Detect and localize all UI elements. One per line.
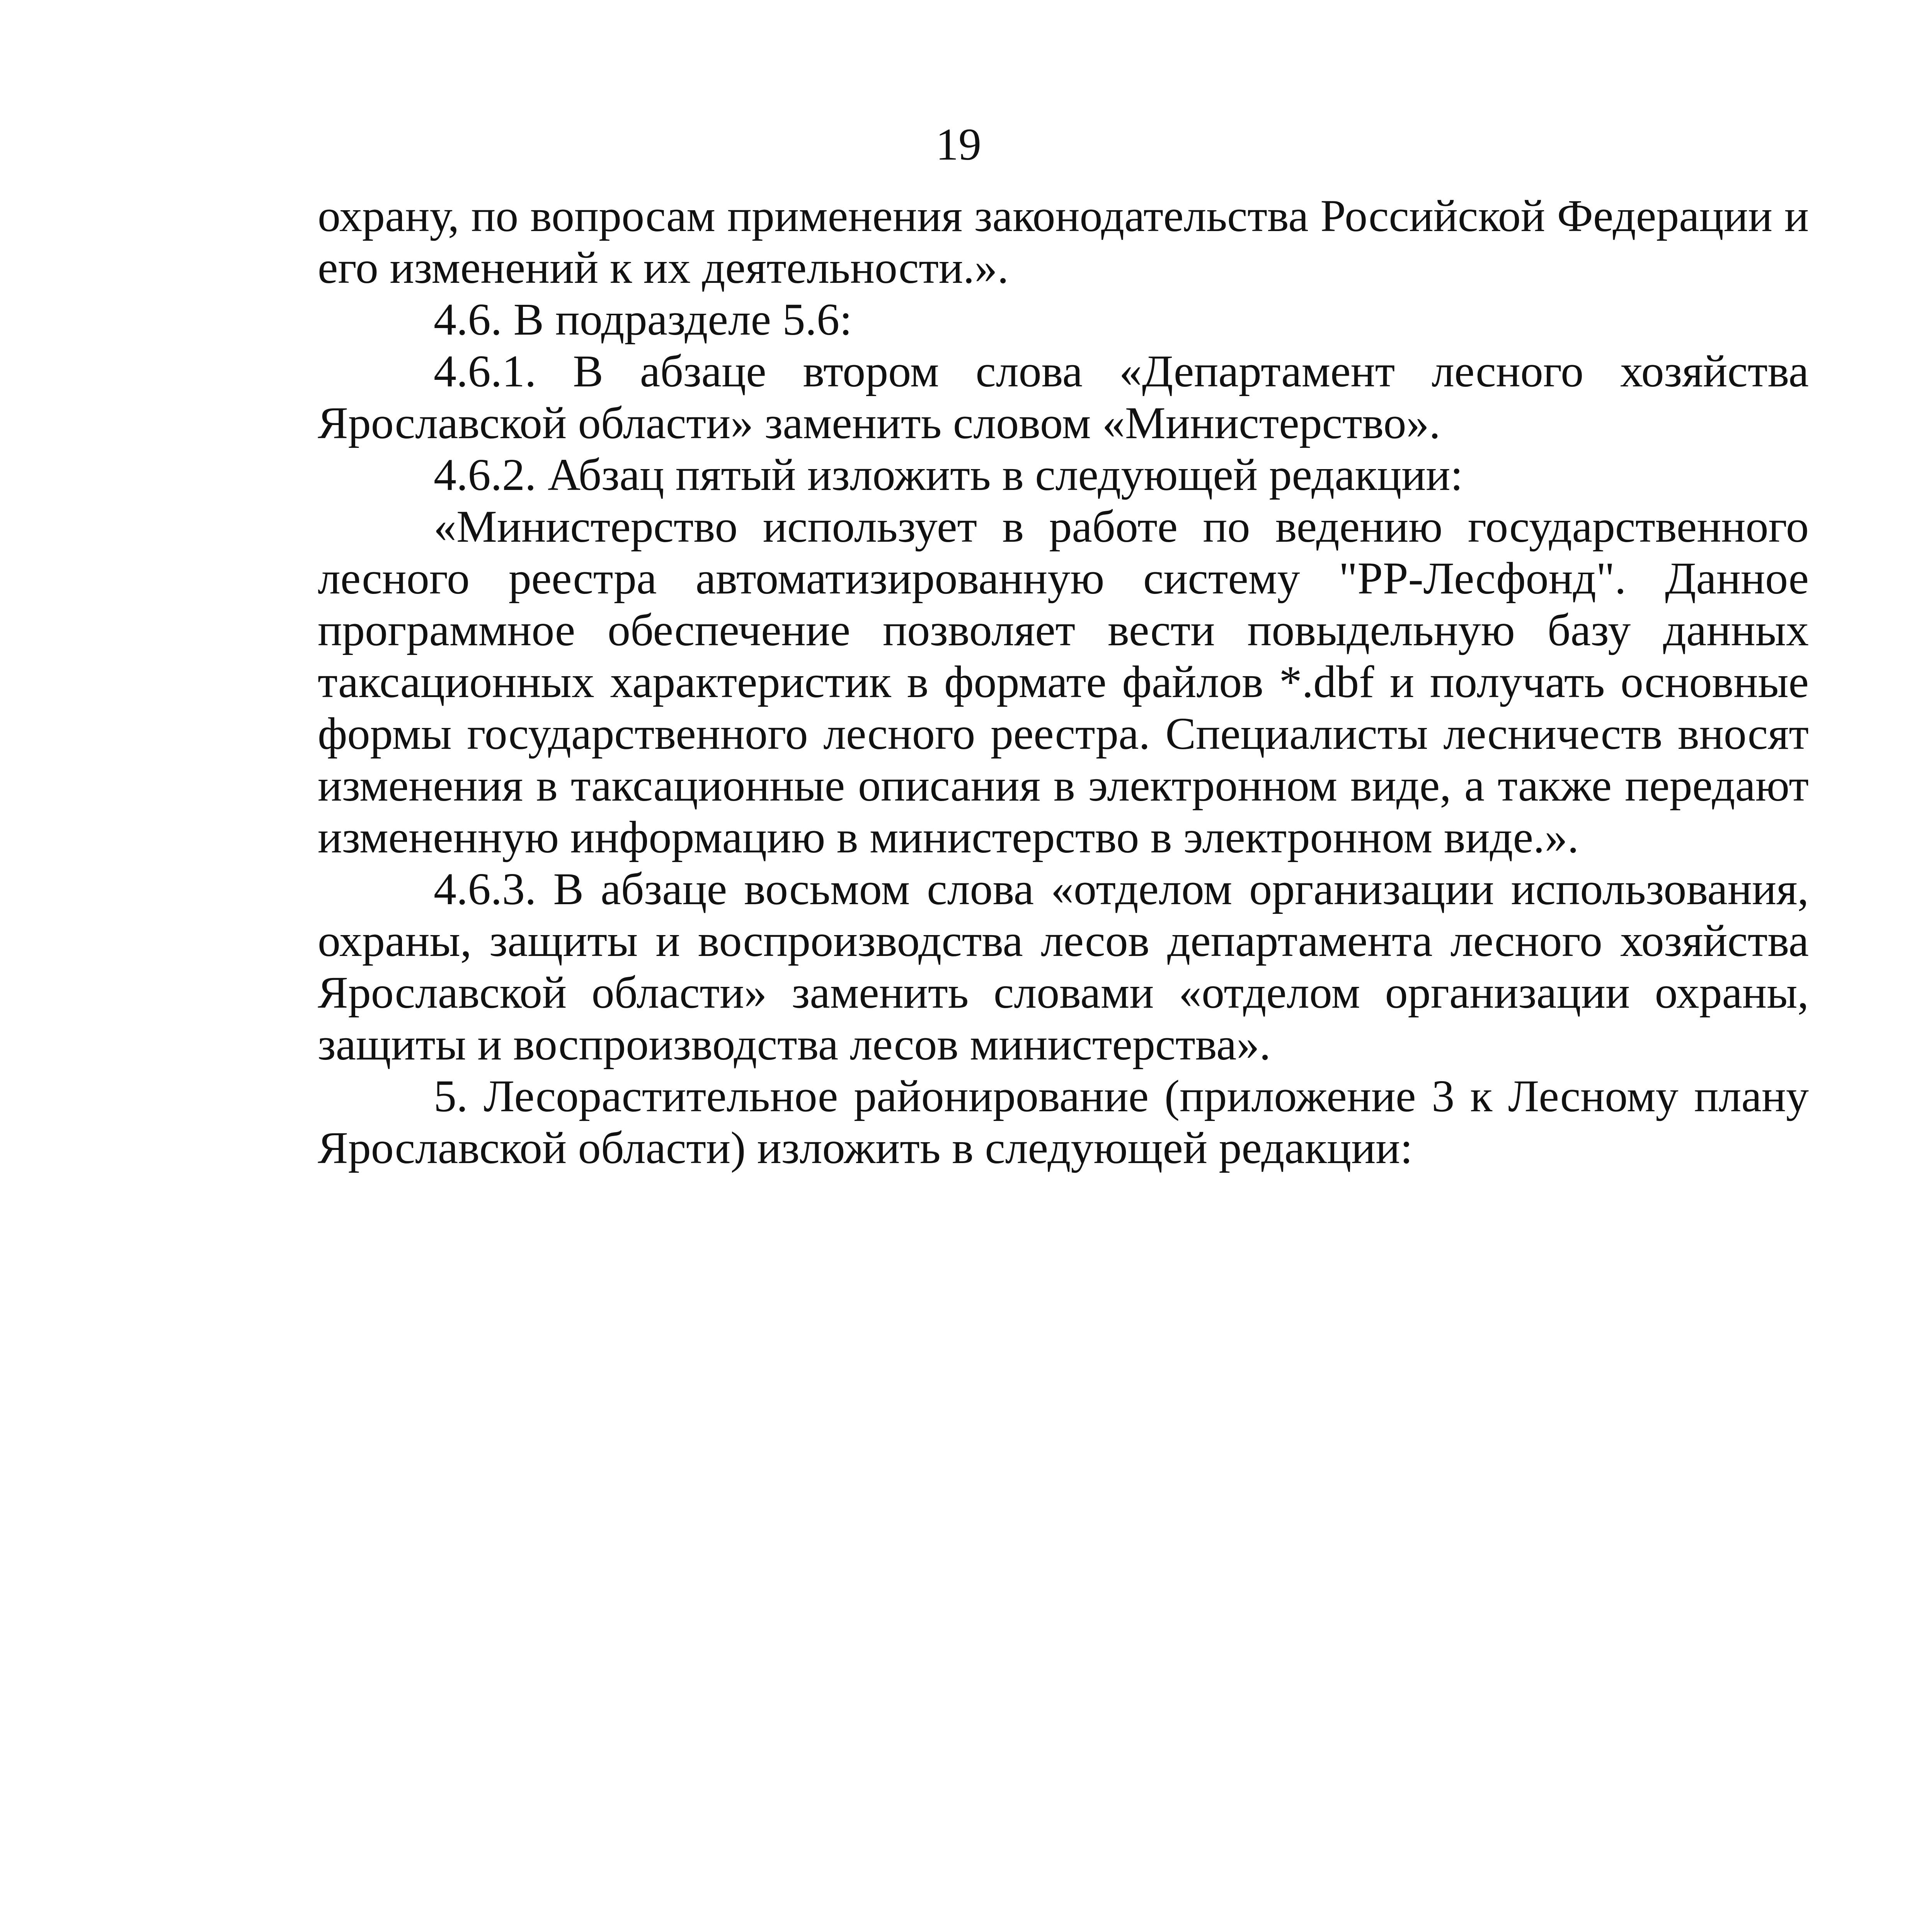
- page-number: 19: [936, 119, 981, 170]
- paragraph-4-6-2: 4.6.2. Абзац пятый изложить в следующей редакции:: [434, 449, 1463, 500]
- paragraph-4-6: 4.6. В подразделе 5.6:: [434, 294, 852, 345]
- paragraph-5: 5. Лесорастительное районирование (приложение 3 к Лесному плану Ярославской области) изложить в следующей редакции:: [318, 1071, 1809, 1173]
- paragraph-quoted-text: «Министерство использует в работе по ведению государственного лесного реестра автоматизированную систему "РР-Лесфонд". Данное программное обеспечение позволяет вести повыдельную базу данных таксационных характеристик в формате файлов *.dbf и получать основные формы государственного лесного реестра. Специалисты лесничеств вносят изменения в таксационные описания в электронном виде, а также передают измененную информацию в министерство в электронном виде.».: [318, 501, 1809, 862]
- paragraph-4-6-3: 4.6.3. В абзаце восьмом слова «отделом организации использования, охраны, защиты и воспроизводства лесов департамента лесного хозяйства Ярославской области» заменить словами «отделом организации охраны, защиты и воспроизводства лесов министерства».: [318, 864, 1809, 1070]
- paragraph-continuation: охрану, по вопросам применения законодательства Российской Федерации и его изменений к их деятельности.».: [318, 190, 1809, 293]
- paragraph-4-6-1: 4.6.1. В абзаце втором слова «Департамент лесного хозяйства Ярославской области» заменить словом «Министерство».: [318, 346, 1809, 448]
- document-body: [318, 190, 1809, 1174]
